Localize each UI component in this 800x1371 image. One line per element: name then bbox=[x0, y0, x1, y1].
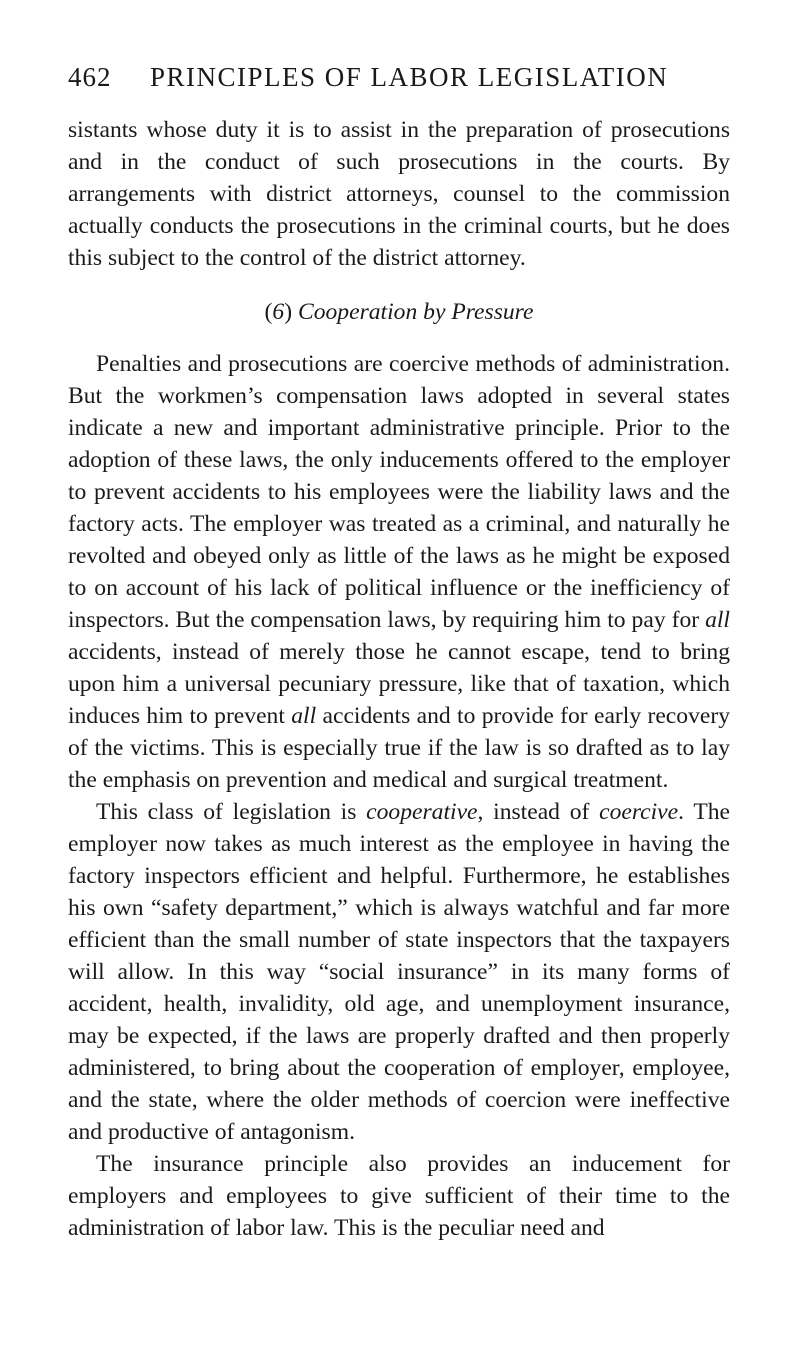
section-number: 6 bbox=[272, 299, 285, 325]
paragraph-insurance: The insurance principle also provides an inducement for employers and employees to give sufficient of their time to the administration of labor law. This is the peculiar need and bbox=[68, 1151, 730, 1241]
section-heading bbox=[68, 296, 730, 328]
emphasis-coercive: coercive bbox=[599, 799, 679, 825]
paragraph-text: , instead of bbox=[477, 799, 600, 825]
emphasis-all: all bbox=[291, 703, 317, 729]
paragraph-text: . The employer now takes as much interest as the employee in having the factory inspectors efficient and helpful. Furthermore, he establishes his own “safety department,” which is always watchful and far more efficient than the small number of state inspectors that the taxpayers will allow. In this way “social insurance” in its many forms of accident, health, invalidity, old age, and unemployment insurance, may be expected, if the laws are properly drafted and then properly administered, to bring about the cooperation of employer, employee, and the state, where the older methods of coercion were ineffective and productive of antagonism. bbox=[68, 799, 731, 1145]
paragraph-penalties bbox=[68, 348, 730, 796]
emphasis-all: all bbox=[705, 607, 730, 633]
emphasis-cooperative: cooperative bbox=[366, 799, 478, 825]
page-number: 462 bbox=[68, 62, 112, 92]
section-number-open: ( bbox=[264, 299, 273, 325]
paragraph-text: Penalties and prosecutions are coercive methods of administration. But the workmen’s compensation laws adopted in several states indicate a new and important administrative principle. Prior to the adoption of these laws, the only inducements offered to the employer to prevent accidents to his employees were the liability laws and the factory acts. The employer was treated as a criminal, and naturally he revolted and obeyed only as little of the laws as he might be exposed to on account of his lack of political influence or the inefficiency of inspectors. But the compensation laws, by requiring him to pay for bbox=[68, 351, 730, 633]
paragraph-text: accidents, instead of merely those he cannot escape, tend to bring upon him a universal pecuniary pressure, like that of taxation, which induces him to prevent bbox=[68, 639, 730, 729]
paragraph-text: This class of legislation is bbox=[96, 799, 367, 825]
running-head bbox=[68, 62, 730, 98]
paragraph-continuation: sistants whose duty it is to assist in the preparation of prosecutions and in the conduct of such prosecutions in the courts. By arrangements with district attorneys, counsel to the commission actually conducts the prosecutions in the criminal courts, but he does this subject to the control of the district attorney. bbox=[68, 117, 730, 271]
paragraph-text: accidents and to provide for early recovery of the victims. This is especially true if the law is so drafted as to lay the emphasis on prevention and medical and surgical treatment. bbox=[68, 703, 731, 793]
section-number-close: ) bbox=[284, 299, 293, 325]
book-page bbox=[68, 62, 730, 1244]
paragraph-cooperative bbox=[68, 796, 730, 1148]
section-title: Cooperation by Pressure bbox=[297, 299, 534, 325]
running-title: PRINCIPLES OF LABOR LEGISLATION bbox=[150, 62, 669, 92]
